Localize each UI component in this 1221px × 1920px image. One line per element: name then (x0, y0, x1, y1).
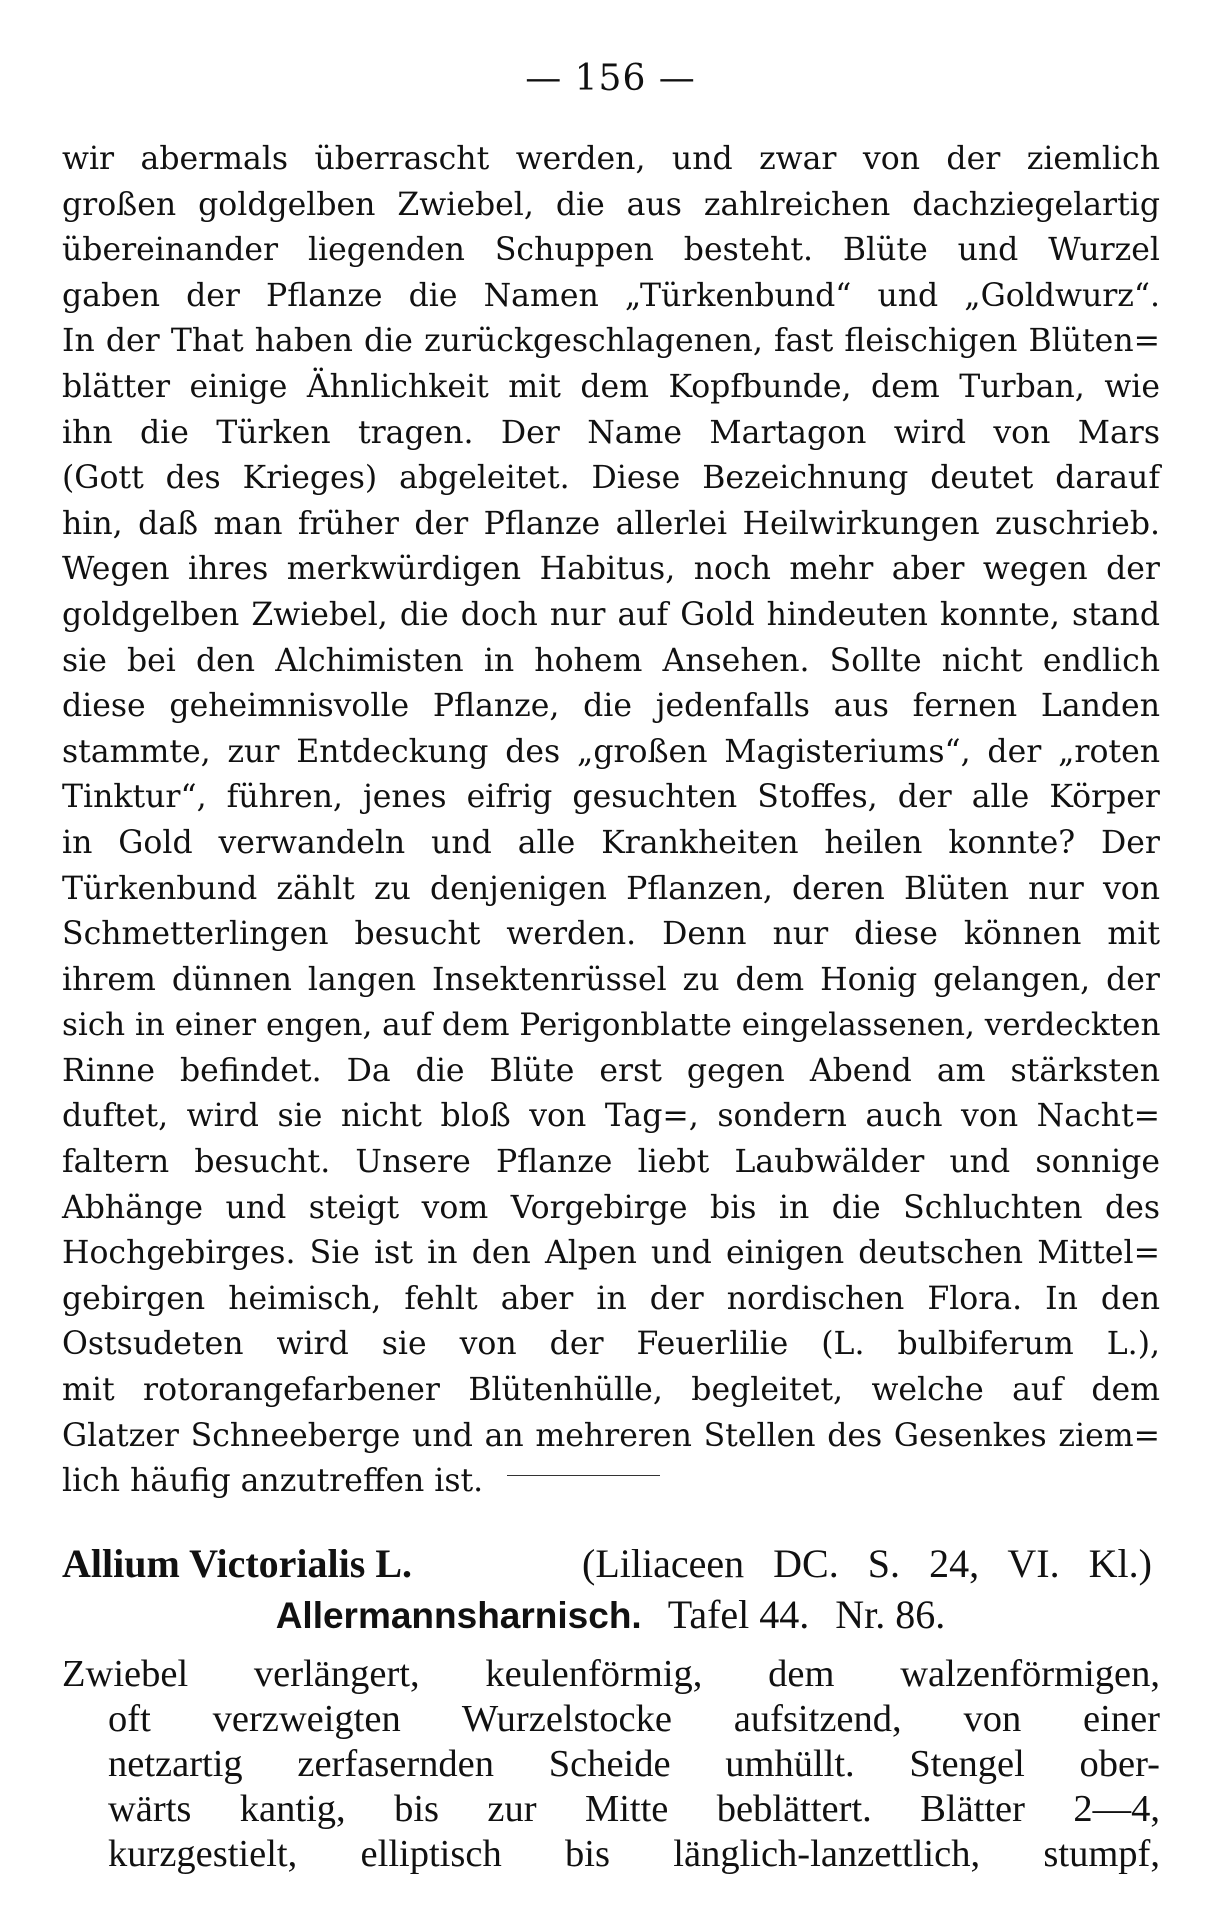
text-line: übereinander liegenden Schuppen besteht. Blüte und Wurzel (62, 232, 1160, 269)
description-line: Zwiebel verlängert, keulenförmig, dem walzenförmigen, (62, 1653, 1160, 1695)
description-line: wärts kantig, bis zur Mitte beblättert. Blätter 2—4, (108, 1788, 1160, 1830)
description-line: oft verzweigten Wurzelstocke aufsitzend, von einer (108, 1698, 1160, 1740)
plate-label: Tafel 44. (667, 1592, 810, 1637)
text-line: Türkenbund zählt zu denjenigen Pflanzen, deren Blüten nur von (62, 870, 1160, 907)
text-line: großen goldgelben Zwiebel, die aus zahlreichen dachziegelartig (62, 186, 1160, 223)
text-line: faltern besucht. Unsere Pflanze liebt Laubwälder und sonnige (62, 1144, 1160, 1181)
text-line: mit rotorangefarbener Blütenhülle, begleitet, welche auf dem (62, 1372, 1160, 1409)
description-line: netzartig zerfasernden Scheide umhüllt. Stengel ober- (108, 1743, 1160, 1785)
text-line: Hochgebirges. Sie ist in den Alpen und einigen deutschen Mittel= (62, 1235, 1160, 1272)
species-common-name: Allermannsharnisch. (275, 1595, 642, 1636)
species-description (62, 1652, 1160, 1877)
text-line: stammte, zur Entdeckung des „großen Magisteriums“, der „roten (62, 733, 1160, 770)
body-text-fraktur (62, 137, 1160, 1505)
species-subheading (0, 1591, 1221, 1638)
species-heading (62, 1540, 1160, 1587)
text-line: Tinktur“, führen, jenes eifrig gesuchten Stoffes, der alle Körper (62, 779, 1160, 816)
text-line: ihrem dünnen langen Insektenrüssel zu dem Honig gelangen, der (62, 961, 1160, 998)
species-reference: (Liliaceen DC. S. 24, VI. Kl.) (582, 1541, 1152, 1586)
text-line: (Gott des Krieges) abgeleitet. Diese Bezeichnung deutet darauf (62, 460, 1160, 497)
text-line: sie bei den Alchimisten in hohem Ansehen. Sollte nicht endlich (62, 642, 1160, 679)
section-divider (507, 1475, 660, 1476)
text-line: In der That haben die zurückgeschlagenen, fast fleischigen Blüten= (62, 323, 1160, 360)
text-line: sich in einer engen, auf dem Perigonblatte eingelassenen, verdeckten (62, 1007, 1161, 1044)
text-line: Ostsudeten wird sie von der Feuerlilie (L. bulbiferum L.), (62, 1326, 1160, 1363)
text-line: in Gold verwandeln und alle Krankheiten heilen konnte? Der (62, 824, 1160, 861)
text-line: Abhänge und steigt vom Vorgebirge bis in die Schluchten des (62, 1189, 1160, 1226)
text-line: diese geheimnisvolle Pflanze, die jedenfalls aus fernen Landen (62, 688, 1160, 725)
text-line: blätter einige Ähnlichkeit mit dem Kopfbunde, dem Turban, wie (62, 368, 1160, 405)
page-number: — 156 — (525, 58, 696, 99)
text-line: hin, daß man früher der Pflanze allerlei Heilwirkungen zuschrieb. (62, 505, 1160, 542)
text-line: lich häufig anzutreffen ist. (62, 1463, 484, 1500)
text-line: Wegen ihres merkwürdigen Habitus, noch mehr aber wegen der (62, 551, 1160, 588)
text-line: Glatzer Schneeberge und an mehreren Stellen des Gesenkes ziem= (62, 1417, 1160, 1454)
text-line: Rinne befindet. Da die Blüte erst gegen Abend am stärksten (62, 1052, 1160, 1089)
text-line: wir abermals überrascht werden, und zwar von der ziemlich (62, 141, 1160, 177)
species-latin-name: Allium Victorialis L. (62, 1541, 412, 1586)
text-line: gaben der Pflanze die Namen „Türkenbund“ und „Goldwurz“. (62, 277, 1160, 314)
text-line: duftet, wird sie nicht bloß von Tag=, sondern auch von Nacht= (62, 1098, 1160, 1135)
text-line: gebirgen heimisch, fehlt aber in der nordischen Flora. In den (62, 1280, 1160, 1317)
text-line: ihn die Türken tragen. Der Name Martagon wird von Mars (62, 414, 1160, 451)
description-line: kurzgestielt, elliptisch bis länglich-lanzettlich, stumpf, (108, 1833, 1160, 1875)
text-line: Schmetterlingen besucht werden. Denn nur diese können mit (62, 916, 1160, 953)
plate-number: Nr. 86. (835, 1592, 946, 1637)
text-line: goldgelben Zwiebel, die doch nur auf Gold hindeuten konnte, stand (62, 596, 1160, 633)
